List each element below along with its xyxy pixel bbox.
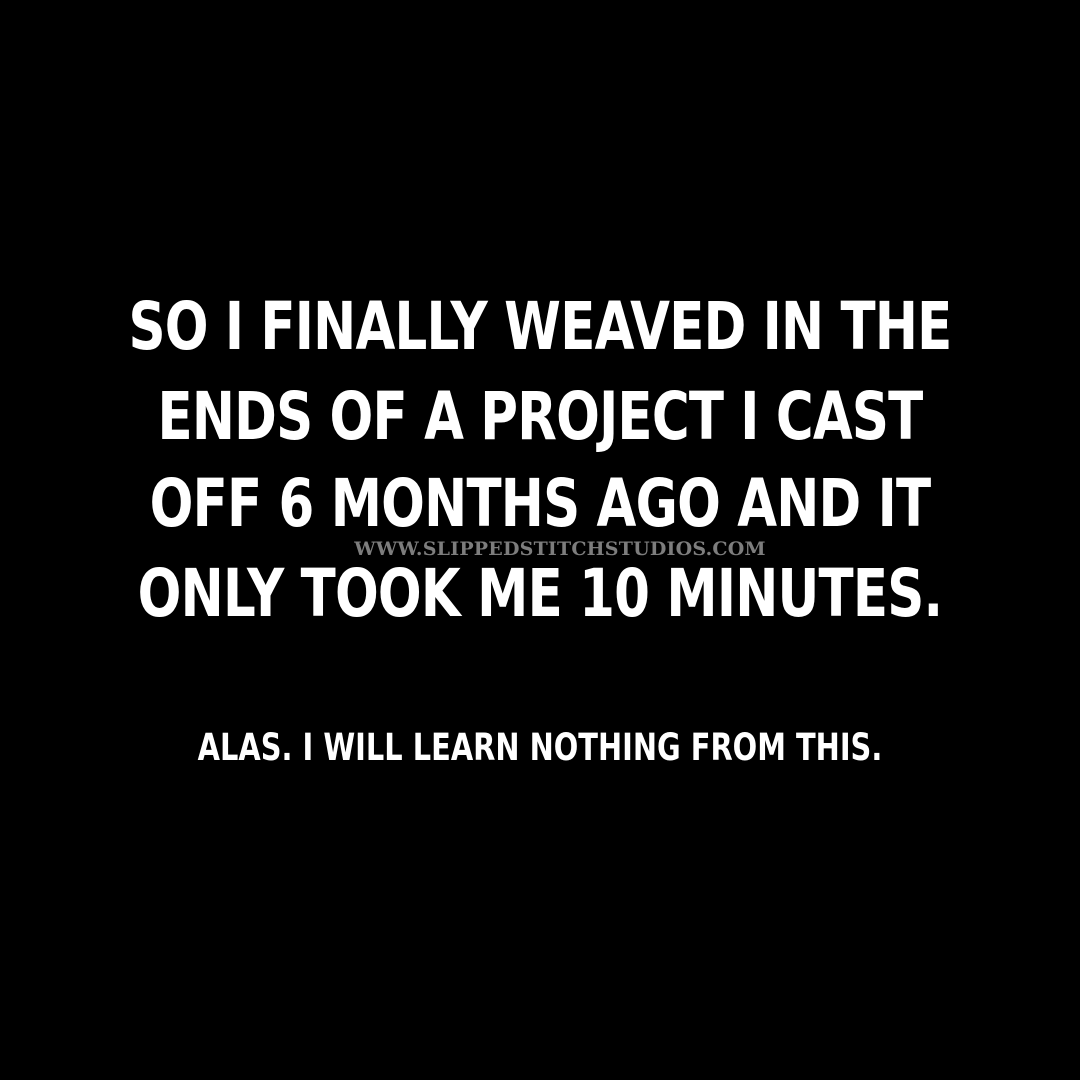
quote-line-1: SO I FINALLY WEAVED IN THE bbox=[128, 288, 952, 365]
quote-line-3: OFF 6 MONTHS AGO AND IT bbox=[149, 465, 931, 542]
watermark-url: WWW.SLIPPEDSTITCHSTUDIOS.COM bbox=[354, 538, 766, 560]
punchline: ALAS. I WILL LEARN NOTHING FROM THIS. bbox=[197, 726, 883, 769]
quote-line-2: ENDS OF A PROJECT I CAST bbox=[157, 378, 923, 455]
quote-line-4: ONLY TOOK ME 10 MINUTES. bbox=[137, 555, 943, 632]
